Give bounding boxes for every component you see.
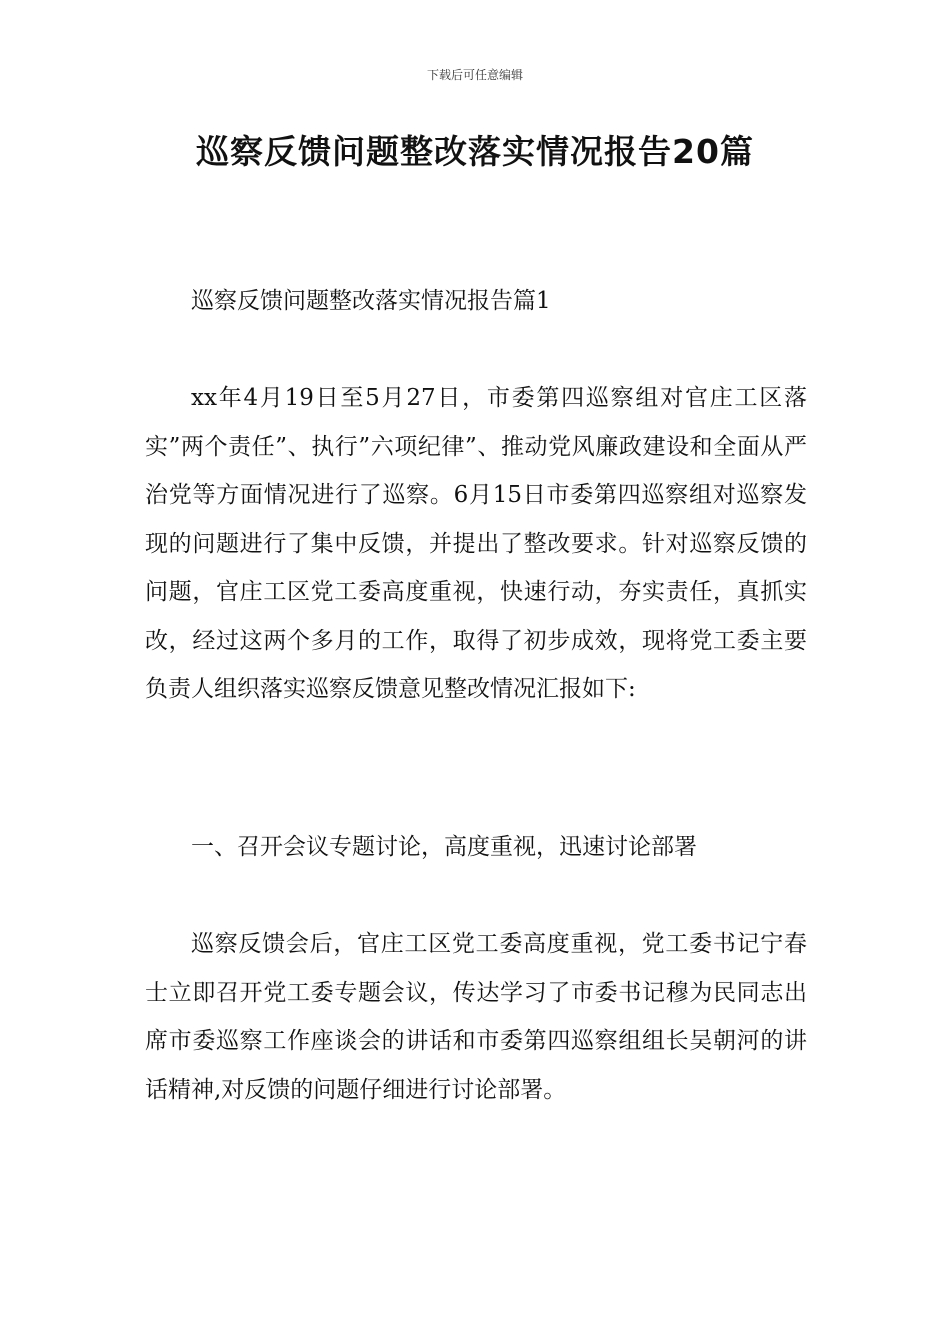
section-title: 巡察反馈问题整改落实情况报告篇1	[191, 288, 551, 314]
body-paragraph-1: xx年4月19日至5月27日，市委第四巡察组对官庄工区落实”两个责任”、执行”六项纪律”、推动党风廉政建设和全面从严治党等方面情况进行了巡察。6月15日市委第四巡察组对巡察发现的问题进行了集中反馈，并提出了整改要求。针对巡察反馈的问题，官庄工区党工委高度重视，快速行动，夯实责任，真抓实改，经过这两个多月的工作，取得了初步成效，现将党工委主要负责人组织落实巡察反馈意见整改情况汇报如下:	[145, 385, 807, 702]
body-paragraph-2: 巡察反馈会后，官庄工区党工委高度重视，党工委书记宁春士立即召开党工委专题会议，传达学习了市委书记穆为民同志出席市委巡察工作座谈会的讲话和市委第四巡察组组长吴朝河的讲话精神,对反馈的问题仔细进行讨论部署。	[145, 931, 807, 1103]
section-heading-1: 一、召开会议专题讨论，高度重视，迅速讨论部署	[191, 834, 697, 860]
document-title: 巡察反馈问题整改落实情况报告20篇	[196, 132, 754, 171]
header-note: 下载后可任意编辑	[426, 68, 523, 82]
